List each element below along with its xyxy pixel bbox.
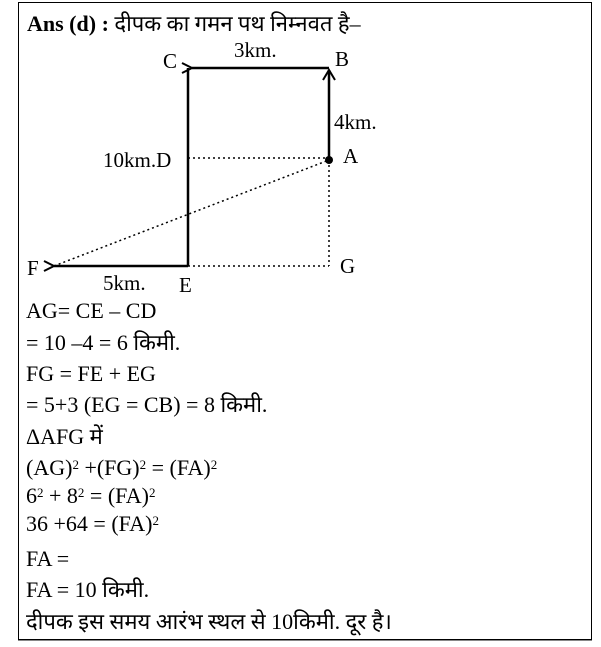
eq7-sup-1: 2 [37, 485, 44, 500]
eq7-sup-2: 2 [77, 485, 85, 500]
bottom-divider [18, 640, 592, 641]
answer-prefix: Ans (d) : [27, 11, 109, 36]
solution-line-8 [26, 511, 159, 537]
label-g: G [340, 254, 356, 278]
solution-line-11: दीपक इस समय आरंभ स्थल से 10किमी. दूर है। [26, 609, 392, 634]
eq6-sup-1: 2 [72, 457, 79, 472]
solution-line-2: = 10 –4 = 6 किमी. [26, 330, 181, 355]
label-fe: 5km. [103, 271, 146, 295]
eq7-eight: + 8 [43, 483, 78, 508]
solution-line-7 [26, 483, 155, 509]
label-b: B [335, 47, 350, 71]
label-c: C [163, 49, 178, 73]
solution-line-6 [26, 455, 217, 481]
eq8-sum: 36 +64 = (FA) [26, 511, 153, 536]
eq7-six: 6 [26, 483, 37, 508]
solution-line-5: ΔAFG में [26, 424, 103, 449]
eq7-sup-3: 2 [148, 485, 156, 500]
label-d: 10km.D [103, 148, 172, 172]
label-ba: 4km. [334, 110, 377, 134]
solution-line-3: FG = FE + EG [26, 361, 156, 386]
solution-line-4: = 5+3 (EG = CB) = 8 किमी. [26, 392, 268, 417]
label-cb: 3km. [234, 38, 277, 62]
eq6-sup-3: 2 [210, 457, 218, 472]
label-e: E [179, 273, 192, 297]
answer-heading-text: दीपक का गमन पथ निम्नवत है– [114, 11, 361, 36]
label-a: A [343, 144, 359, 168]
dotted-fa [54, 160, 329, 266]
label-f: F [27, 256, 39, 280]
path-diagram [0, 0, 601, 300]
eq8-sup: 2 [152, 513, 159, 528]
solution-line-10: FA = 10 किमी. [26, 577, 150, 602]
solution-line-1: AG= CE – CD [26, 298, 157, 323]
point-a [325, 156, 333, 164]
eq7-fa: = (FA) [84, 483, 149, 508]
solution-line-9: FA = [26, 546, 70, 571]
eq6-sup-2: 2 [139, 457, 147, 472]
eq6-fg: +(FG) [78, 455, 140, 480]
eq6-ag: (AG) [26, 455, 73, 480]
eq6-fa: = (FA) [146, 455, 211, 480]
